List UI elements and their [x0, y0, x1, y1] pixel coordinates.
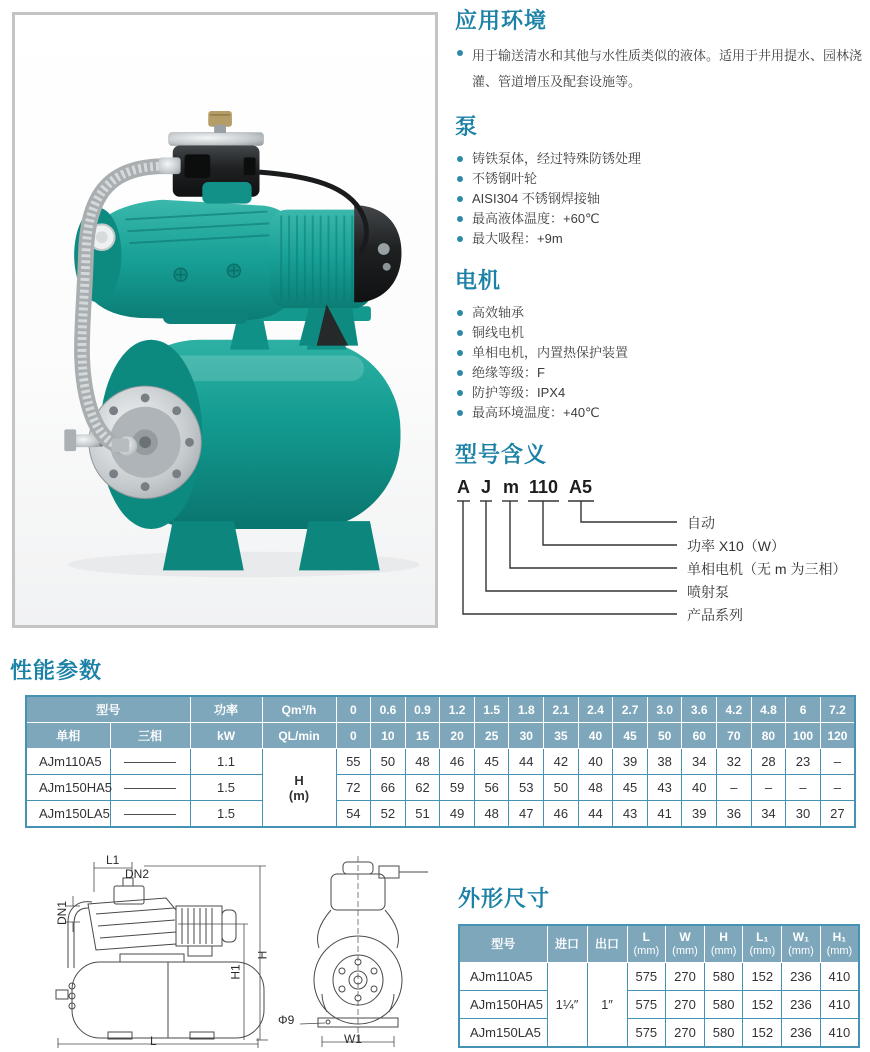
dim-label-l: L	[150, 1034, 157, 1048]
head-value: 40	[682, 775, 717, 801]
bullet-item	[455, 403, 865, 423]
head-value: 36	[717, 801, 752, 828]
bullet-text: 绝缘等级：F	[472, 365, 545, 380]
head-value: 41	[647, 801, 682, 828]
decode-lines	[455, 477, 865, 627]
three-phase-cell: ————	[110, 801, 190, 828]
performance-table	[25, 695, 856, 828]
head-value: 48	[474, 801, 509, 828]
dim-unit: (mm)	[672, 945, 698, 957]
dim-header-col	[627, 925, 666, 963]
head-value: 45	[474, 749, 509, 775]
head-value: 66	[371, 775, 406, 801]
head-value: 30	[786, 801, 821, 828]
head-value: 34	[751, 801, 786, 828]
flow-m3h-value: 0.9	[405, 696, 440, 723]
head-value: 43	[613, 801, 648, 828]
flow-lmin-value: 80	[751, 723, 786, 749]
dim-value: 270	[666, 1019, 705, 1048]
model-code-auto: A5	[569, 477, 593, 497]
head-value: 45	[613, 775, 648, 801]
section-pump	[455, 114, 865, 249]
dim-value: 410	[820, 1019, 859, 1048]
header-power: 功率	[190, 696, 262, 723]
head-unit-cell	[262, 749, 336, 828]
spec-column	[455, 8, 865, 627]
flow-lmin-value: 100	[786, 723, 821, 749]
head-value: 32	[717, 749, 752, 775]
performance-data-row	[26, 801, 855, 828]
header-q-lmin: QL/min	[262, 723, 336, 749]
dim-value: 270	[666, 963, 705, 991]
dim-symbol: H	[719, 930, 728, 944]
bullet-text: 铜线电机	[472, 325, 525, 340]
dimensions-data-row	[459, 963, 859, 991]
dim-header-col	[743, 925, 782, 963]
head-value: 54	[336, 801, 371, 828]
head-symbol: H	[294, 772, 304, 788]
dim-value: 580	[704, 963, 743, 991]
performance-title: 性能参数	[10, 658, 103, 683]
performance-section	[10, 658, 862, 828]
dim-value: 152	[743, 1019, 782, 1048]
flow-m3h-value: 3.0	[647, 696, 682, 723]
application-bullets	[455, 43, 865, 95]
head-value: 39	[682, 801, 717, 828]
three-phase-cell: ————	[110, 775, 190, 801]
kw-cell: 1.1	[190, 749, 262, 775]
dimensions-table	[458, 924, 860, 1048]
dim-unit: (mm)	[749, 945, 776, 957]
decode-label-jet: 喷射泵	[687, 584, 729, 600]
head-value: 44	[578, 801, 613, 828]
dim-value: 410	[820, 963, 859, 991]
dim-value: 410	[820, 991, 859, 1019]
dim-value: 580	[704, 1019, 743, 1048]
head-value: 46	[440, 749, 475, 775]
bullet-icon	[457, 350, 463, 356]
flow-lmin-value: 40	[578, 723, 613, 749]
dim-header-model: 型号	[459, 925, 547, 963]
inlet-cell: 1¼″	[547, 963, 587, 1048]
bullet-icon	[457, 370, 463, 376]
dim-header-outlet: 出口	[587, 925, 627, 963]
bullet-text: 单相电机，内置热保护装置	[472, 345, 629, 360]
outlet-cell: 1″	[587, 963, 627, 1048]
dimensions-section	[458, 886, 864, 1048]
flow-m3h-value: 0.6	[371, 696, 406, 723]
dim-unit: (mm)	[710, 945, 737, 957]
head-value: –	[751, 775, 786, 801]
head-unit: (m)	[288, 787, 310, 803]
flow-m3h-value: 1.2	[440, 696, 475, 723]
head-value: 48	[578, 775, 613, 801]
head-value: 49	[440, 801, 475, 828]
dim-value: 236	[782, 991, 821, 1019]
bullet-item	[455, 343, 865, 363]
head-value: 43	[647, 775, 682, 801]
header-kw: kW	[190, 723, 262, 749]
flow-m3h-value: 0	[336, 696, 371, 723]
dim-value: 575	[627, 1019, 666, 1048]
dim-unit: (mm)	[788, 945, 814, 957]
model-cell: AJm150LA5	[26, 801, 110, 828]
head-value: 44	[509, 749, 544, 775]
dimensions-data-row	[459, 991, 859, 1019]
head-value: 59	[440, 775, 475, 801]
model-cell: AJm110A5	[459, 963, 547, 991]
head-value: 56	[474, 775, 509, 801]
header-model: 型号	[26, 696, 190, 723]
head-value: 42	[544, 749, 579, 775]
head-value: 55	[336, 749, 371, 775]
bullet-text: 用于输送清水和其他与水性质类似的液体。适用于井用提水、园林浇灌、管道增压及配套设施等。	[472, 48, 863, 89]
flow-lmin-value: 30	[509, 723, 544, 749]
head-value: 48	[405, 749, 440, 775]
bullet-text: 最高环境温度：+40℃	[472, 405, 600, 420]
bullet-icon	[457, 330, 463, 336]
section-application	[455, 8, 865, 95]
flow-lmin-value: 15	[405, 723, 440, 749]
flow-lmin-value: 20	[440, 723, 475, 749]
bullet-item	[455, 229, 865, 249]
bullet-icon	[457, 156, 463, 162]
flow-m3h-value: 7.2	[820, 696, 855, 723]
model-code-jet: J	[481, 477, 492, 497]
bullet-item	[455, 323, 865, 343]
bullet-icon	[457, 50, 463, 56]
motor-bullets	[455, 303, 865, 423]
head-value: 39	[613, 749, 648, 775]
flow-lmin-value: 45	[613, 723, 648, 749]
bullet-text: 防护等级：IPX4	[472, 385, 566, 400]
head-value: 52	[371, 801, 406, 828]
dimensions-title: 外形尺寸	[458, 886, 551, 911]
flow-m3h-value: 1.5	[474, 696, 509, 723]
bullet-text: 最高液体温度：+60℃	[472, 211, 600, 226]
bullet-text: AISI304 不锈钢焊接轴	[472, 191, 600, 206]
head-value: 40	[578, 749, 613, 775]
dim-label-h: H	[255, 950, 270, 960]
flow-m3h-value: 3.6	[682, 696, 717, 723]
flow-lmin-value: 25	[474, 723, 509, 749]
performance-data-row	[26, 775, 855, 801]
dim-label-w1: W1	[344, 1032, 362, 1046]
performance-header-row-2	[26, 723, 855, 749]
head-value: –	[717, 775, 752, 801]
head-value: –	[820, 775, 855, 801]
kw-cell: 1.5	[190, 775, 262, 801]
flow-lmin-value: 35	[544, 723, 579, 749]
head-value: 50	[371, 749, 406, 775]
head-value: 46	[544, 801, 579, 828]
dim-label-phi9: Φ9	[278, 1013, 295, 1027]
bullet-icon	[457, 310, 463, 316]
model-decode-diagram	[455, 477, 865, 627]
head-value: 62	[405, 775, 440, 801]
dimensions-data-row	[459, 1019, 859, 1048]
dim-value: 152	[743, 963, 782, 991]
dim-value: 236	[782, 963, 821, 991]
dimension-drawing-lines	[28, 850, 452, 1052]
bullet-icon	[457, 176, 463, 182]
flow-lmin-value: 10	[371, 723, 406, 749]
head-value: 34	[682, 749, 717, 775]
decode-label-series: 产品系列	[687, 607, 743, 623]
dimensions-header-row	[459, 925, 859, 963]
head-value: 27	[820, 801, 855, 828]
dim-value: 152	[743, 991, 782, 1019]
model-code-phase: m	[503, 477, 520, 497]
flow-m3h-value: 2.4	[578, 696, 613, 723]
model-cell: AJm150HA5	[459, 991, 547, 1019]
bullet-icon	[457, 216, 463, 222]
flow-lmin-value: 120	[820, 723, 855, 749]
dim-unit: (mm)	[826, 945, 853, 957]
dim-symbol: W	[679, 930, 691, 944]
head-value: 23	[786, 749, 821, 775]
dimension-drawing	[28, 850, 452, 1052]
dim-value: 270	[666, 991, 705, 1019]
pump-product-illustration	[15, 15, 435, 625]
bullet-item	[455, 169, 865, 189]
head-value: 72	[336, 775, 371, 801]
bullet-icon	[457, 410, 463, 416]
dim-header-inlet: 进口	[547, 925, 587, 963]
dim-header-col	[666, 925, 705, 963]
bullet-icon	[457, 390, 463, 396]
head-value: 28	[751, 749, 786, 775]
dim-value: 575	[627, 963, 666, 991]
dim-value: 236	[782, 1019, 821, 1048]
bullet-item	[455, 383, 865, 403]
model-code-power: 110	[529, 477, 559, 497]
dim-symbol: L	[642, 930, 650, 944]
head-value: 38	[647, 749, 682, 775]
flow-m3h-value: 2.7	[613, 696, 648, 723]
section-motor	[455, 268, 865, 423]
head-value: –	[786, 775, 821, 801]
dim-symbol: H₁	[832, 930, 847, 944]
flow-m3h-value: 1.8	[509, 696, 544, 723]
header-q-m3h: Qm³/h	[262, 696, 336, 723]
header-single-phase: 单相	[26, 723, 110, 749]
flow-lmin-value: 50	[647, 723, 682, 749]
pump-bullets	[455, 149, 865, 249]
dim-label-dn1: DN1	[55, 900, 70, 926]
dim-header-col	[782, 925, 821, 963]
head-value: 51	[405, 801, 440, 828]
dim-label-l1: L1	[106, 853, 120, 867]
model-code-series: A	[457, 477, 470, 497]
motor-title: 电机	[455, 268, 502, 293]
flow-m3h-value: 2.1	[544, 696, 579, 723]
decode-label-auto: 自动	[687, 515, 715, 531]
application-title: 应用环境	[455, 8, 548, 33]
bullet-item	[455, 189, 865, 209]
model-cell: AJm150LA5	[459, 1019, 547, 1048]
bullet-icon	[457, 196, 463, 202]
dim-label-h1: H1	[228, 964, 243, 980]
bullet-text: 最大吸程：+9m	[472, 231, 563, 246]
dim-header-col	[704, 925, 743, 963]
section-model-meaning	[455, 442, 865, 627]
decode-label-power: 功率 X10（W）	[687, 538, 786, 554]
bullet-item	[455, 303, 865, 323]
kw-cell: 1.5	[190, 801, 262, 828]
bullet-icon	[457, 236, 463, 242]
head-value: 47	[509, 801, 544, 828]
bullet-text: 不锈钢叶轮	[472, 171, 538, 186]
flow-lmin-value: 60	[682, 723, 717, 749]
flow-m3h-value: 6	[786, 696, 821, 723]
flow-lmin-value: 70	[717, 723, 752, 749]
model-cell: AJm150HA5	[26, 775, 110, 801]
bullet-item	[455, 363, 865, 383]
performance-header-row-1	[26, 696, 855, 723]
decode-label-phase: 单相电机（无 m 为三相）	[687, 561, 847, 577]
bullet-item	[455, 43, 865, 95]
dim-label-dn2: DN2	[125, 867, 150, 881]
dim-header-col	[820, 925, 859, 963]
bullet-text: 铸铁泵体，经过特殊防锈处理	[472, 151, 642, 166]
flow-lmin-value: 0	[336, 723, 371, 749]
three-phase-cell: ————	[110, 749, 190, 775]
flow-m3h-value: 4.8	[751, 696, 786, 723]
header-three-phase: 三相	[110, 723, 190, 749]
dim-value: 575	[627, 991, 666, 1019]
dim-value: 580	[704, 991, 743, 1019]
dim-unit: (mm)	[633, 945, 660, 957]
dim-symbol: W₁	[792, 930, 810, 944]
product-photo-frame	[12, 12, 438, 628]
bullet-item	[455, 149, 865, 169]
head-value: 53	[509, 775, 544, 801]
flow-m3h-value: 4.2	[717, 696, 752, 723]
bullet-item	[455, 209, 865, 229]
performance-data-row	[26, 749, 855, 775]
model-meaning-title: 型号含义	[455, 442, 548, 467]
head-value: –	[820, 749, 855, 775]
head-value: 50	[544, 775, 579, 801]
dim-symbol: L₁	[756, 930, 769, 944]
bullet-text: 高效轴承	[472, 305, 525, 320]
model-cell: AJm110A5	[26, 749, 110, 775]
pump-title: 泵	[455, 114, 479, 139]
